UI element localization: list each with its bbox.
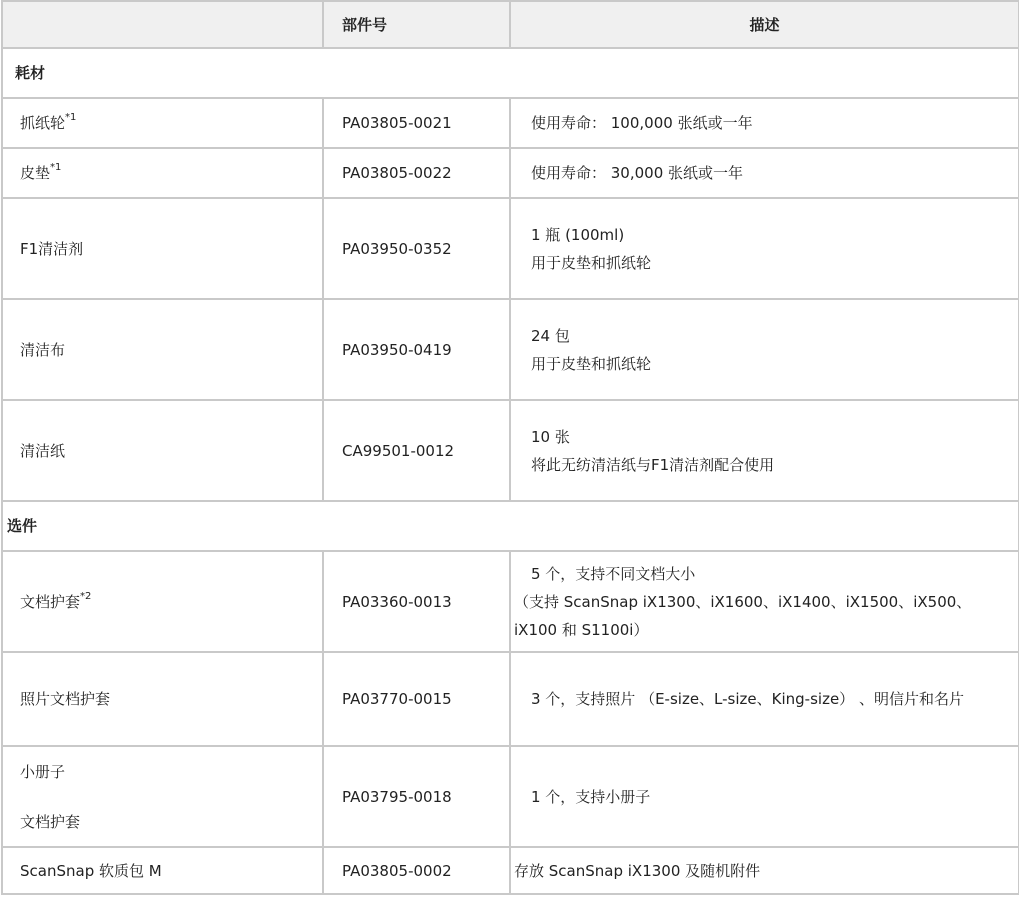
header-name: [2, 1, 323, 48]
table-row: [2, 148, 1019, 198]
item-description: 24 包 用于皮垫和抓纸轮: [510, 299, 1019, 400]
section-consumables: [2, 48, 1019, 98]
part-number: PA03805-0002: [323, 847, 510, 894]
item-name: 清洁布: [2, 299, 323, 400]
footnote-marker: *1: [50, 162, 62, 173]
part-number: PA03770-0015: [323, 652, 510, 746]
item-description: 使用寿命： 30,000 张纸或一年: [510, 148, 1019, 198]
part-number: PA03805-0021: [323, 98, 510, 148]
item-name: 照片文档护套: [2, 652, 323, 746]
part-number: PA03805-0022: [323, 148, 510, 198]
item-description: 3 个，支持照片 （E-size、L-size、King-size） 、明信片和名片: [510, 652, 1019, 746]
table-row: [2, 98, 1019, 148]
part-number: PA03795-0018: [323, 746, 510, 847]
section-title: 选件: [2, 501, 1019, 551]
item-name: 清洁纸: [2, 400, 323, 501]
section-title: 耗材: [2, 48, 1019, 98]
item-description: 5 个，支持不同文档大小 （支持 ScanSnap iX1300、iX1600、iX1400、iX1500、iX500、iX100 和 S1100i）: [510, 551, 1019, 652]
header-part-number: 部件号: [323, 1, 510, 48]
table-row: [2, 299, 1019, 400]
footnote-marker: *2: [80, 590, 92, 602]
footnote-marker: *1: [65, 112, 77, 123]
part-number: PA03360-0013: [323, 551, 510, 652]
item-name: ScanSnap 软质包 M: [2, 847, 323, 894]
item-description: 10 张 将此无纺清洁纸与F1清洁剂配合使用: [510, 400, 1019, 501]
item-name: 文档护套$^{*2}$: [2, 551, 323, 652]
item-description: 1 瓶 (100ml) 用于皮垫和抓纸轮: [510, 198, 1019, 299]
table-row: [2, 551, 1019, 652]
item-description: 存放 ScanSnap iX1300 及随机附件: [510, 847, 1019, 894]
item-name: F1清洁剂: [2, 198, 323, 299]
item-name: 抓纸轮$^{*1}$: [2, 98, 323, 148]
part-number: PA03950-0352: [323, 198, 510, 299]
table-row: [2, 652, 1019, 746]
part-number: PA03950-0419: [323, 299, 510, 400]
parts-table: [1, 0, 1019, 895]
item-description: 1 个，支持小册子: [510, 746, 1019, 847]
section-options: [2, 501, 1019, 551]
table-row: [2, 746, 1019, 847]
part-number: CA99501-0012: [323, 400, 510, 501]
item-description: 使用寿命： 100,000 张纸或一年: [510, 98, 1019, 148]
item-name: 皮垫$^{*1}$: [2, 148, 323, 198]
table-header-row: [2, 1, 1019, 48]
table-row: [2, 198, 1019, 299]
table-row: [2, 400, 1019, 501]
header-description: 描述: [510, 1, 1019, 48]
table-row: [2, 847, 1019, 894]
item-name: 小册子 文档护套: [2, 746, 323, 847]
